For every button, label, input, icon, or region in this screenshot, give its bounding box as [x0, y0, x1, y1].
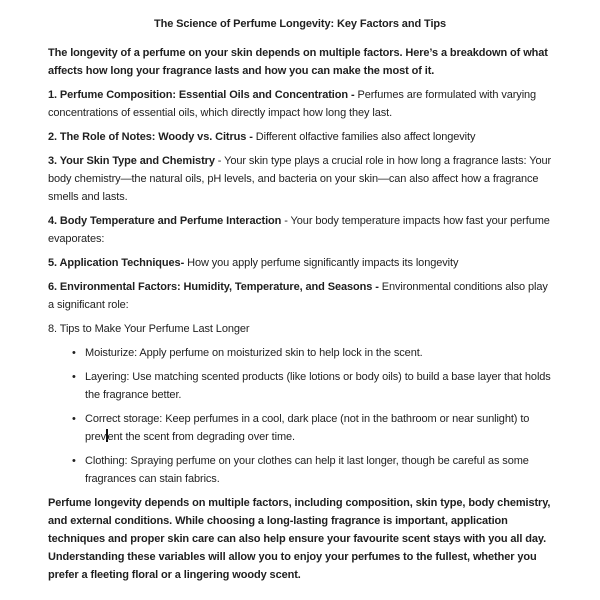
tip-text-before-cursor: Correct storage: Keep perfumes in a cool, dark place (not in the bathroom or near sunlight) to prev [85, 413, 530, 443]
section-1-body: Perfumes are formulated with varying concentrations of essential oils, which directly impact how long they last. [48, 89, 537, 119]
bullet-icon: • [72, 347, 76, 359]
tips-list [48, 344, 552, 488]
bullet-icon: • [72, 413, 76, 425]
section-4-heading: 4. Body Temperature and Perfume Interaction [48, 215, 282, 227]
section-1-heading: 1. Perfume Composition: Essential Oils and Concentration - [48, 89, 355, 101]
document-title[interactable]: The Science of Perfume Longevity: Key Factors and Tips [153, 18, 447, 30]
tips-heading[interactable]: 8. Tips to Make Your Perfume Last Longer [48, 323, 250, 335]
tip-item-clothing[interactable] [48, 452, 552, 488]
bullet-icon: • [72, 371, 76, 383]
section-6-body: Environmental conditions also play a significant role: [48, 281, 548, 311]
section-1-composition[interactable] [48, 86, 552, 122]
section-3-heading: 3. Your Skin Type and Chemistry [48, 155, 215, 167]
section-6-environment[interactable] [48, 278, 552, 314]
section-2-heading: 2. The Role of Notes: Woody vs. Citrus - [48, 131, 253, 143]
tip-text-after-cursor: ent the scent from degrading over time. [107, 431, 295, 443]
section-3-body: - Your skin type plays a crucial role in how long a fragrance lasts: Your body chemistry—the natural oils, pH levels, and bacteria on your skin—can also affect how a fragrance smells and lasts. [48, 155, 552, 203]
section-6-heading: 6. Environmental Factors: Humidity, Temperature, and Seasons - [48, 281, 379, 293]
section-5-heading: 5. Application Techniques- [48, 257, 185, 269]
tip-text: Clothing: Spraying perfume on your clothes can help it last longer, though be careful as some fragrances can stain fabrics. [85, 455, 529, 485]
bullet-icon: • [72, 455, 76, 467]
tip-item-correct-storage[interactable] [48, 410, 552, 446]
section-2-body: Different olfactive families also affect longevity [252, 131, 476, 143]
section-5-application[interactable] [48, 254, 552, 272]
intro-paragraph[interactable]: The longevity of a perfume on your skin depends on multiple factors. Here’s a breakdown of what affects how long your fragrance lasts and how you can make the most of it. [48, 47, 548, 77]
section-3-skin-type[interactable] [48, 152, 552, 206]
tip-item-layering[interactable] [48, 368, 552, 404]
section-4-body: - Your body temperature impacts how fast your perfume evaporates: [48, 215, 550, 245]
conclusion-paragraph[interactable]: Perfume longevity depends on multiple factors, including composition, skin type, body chemistry, and external conditions. While choosing a long-lasting fragrance is important, application techniques and proper skin care can also help ensure your favourite scent stays with you all day. Understanding these variables will allow you to enjoy your perfumes to the fullest, whether you prefer a fleeting floral or a lingering woody scent. [48, 497, 551, 581]
tip-text: Layering: Use matching scented products (like lotions or body oils) to build a base layer that holds the fragrance better. [85, 371, 551, 401]
section-4-body-temperature[interactable] [48, 212, 552, 248]
tip-text: Moisturize: Apply perfume on moisturized skin to help lock in the scent. [85, 347, 423, 359]
tip-item-moisturize[interactable] [48, 344, 552, 362]
section-5-body: How you apply perfume significantly impacts its longevity [184, 257, 459, 269]
section-2-notes[interactable] [48, 128, 552, 146]
